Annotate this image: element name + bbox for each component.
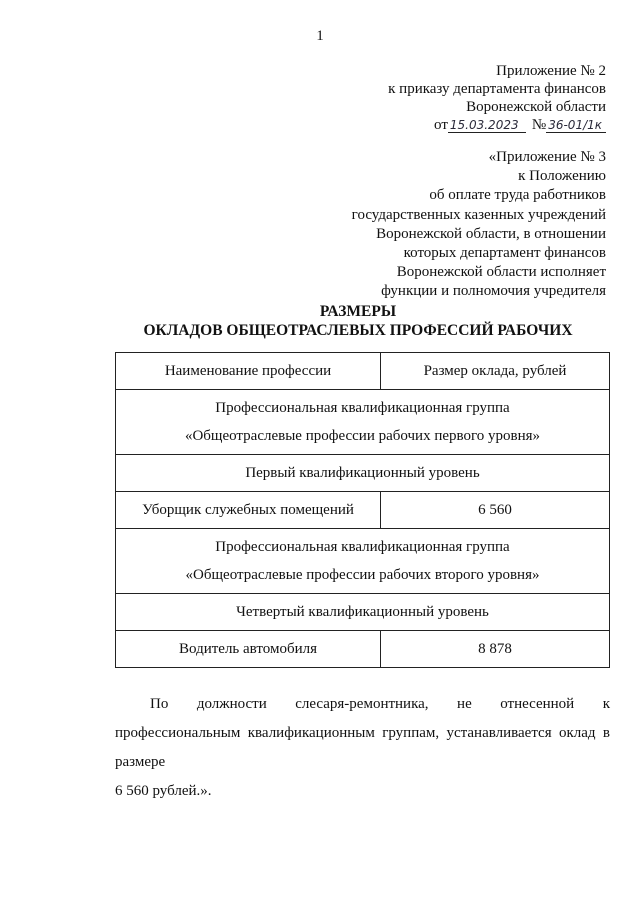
regulation-line: Воронежской области, в отношении (376, 225, 606, 242)
group-line-2: «Общеотраслевые профессии рабочих первого уровня» (184, 428, 541, 444)
regulation-line: к Положению (518, 168, 606, 185)
appendix-header (246, 62, 606, 134)
order-prefix: от (434, 117, 448, 133)
title-line-2: ОКЛАДОВ ОБЩЕОТРАСЛЕВЫХ ПРОФЕССИЙ РАБОЧИХ (143, 322, 573, 339)
closing-paragraph (115, 690, 610, 806)
appendix-line-2: к приказу департамента финансов (388, 81, 606, 97)
regulation-line: Воронежской области исполняет (396, 264, 606, 281)
regulation-line: функции и полномочия учредителя (381, 283, 606, 300)
profession-cell: Уборщик служебных помещений (116, 492, 381, 529)
regulation-line: государственных казенных учреждений (351, 206, 606, 223)
regulation-line: об оплате труда работников (429, 187, 606, 204)
header-salary: Размер оклада, рублей (381, 353, 610, 390)
document-title (0, 302, 640, 340)
group-cell (116, 390, 610, 455)
group-line-1: Профессиональная квалификационная группа (215, 539, 510, 555)
level-cell: Первый квалификационный уровень (116, 455, 610, 492)
salary-table (115, 352, 610, 668)
regulation-line: «Приложение № 3 (488, 149, 606, 165)
regulation-line: которых департамент финансов (403, 245, 606, 262)
profession-cell: Водитель автомобиля (116, 631, 381, 668)
order-date-handwritten: 15.03.2023 (448, 118, 526, 133)
salary-cell: 8 878 (381, 631, 610, 668)
title-line-1: РАЗМЕРЫ (319, 303, 397, 320)
table-header-row (116, 353, 610, 390)
closing-text-main: По должности слесаря-ремонтника, не отнесенной к профессиональным квалификационным группам, устанавливается оклад в размере (115, 696, 610, 770)
group-line-1: Профессиональная квалификационная группа (215, 400, 510, 416)
regulation-reference (246, 148, 606, 302)
group-row (116, 529, 610, 594)
salary-cell: 6 560 (381, 492, 610, 529)
level-row (116, 594, 610, 631)
appendix-line-1: Приложение № 2 (496, 63, 606, 79)
closing-text-last: 6 560 рублей.». (115, 783, 212, 799)
level-row (116, 455, 610, 492)
order-number-handwritten: 36-01/1к (546, 118, 606, 133)
order-number-label: № (531, 117, 547, 133)
group-cell (116, 529, 610, 594)
page-number: 1 (316, 28, 324, 44)
appendix-line-3: Воронежской области (466, 99, 606, 115)
group-line-2: «Общеотраслевые профессии рабочих второго уровня» (185, 567, 540, 583)
table-row (116, 631, 610, 668)
group-row (116, 390, 610, 455)
header-profession: Наименование профессии (116, 353, 381, 390)
table-row (116, 492, 610, 529)
level-cell: Четвертый квалификационный уровень (116, 594, 610, 631)
order-reference (246, 116, 606, 134)
